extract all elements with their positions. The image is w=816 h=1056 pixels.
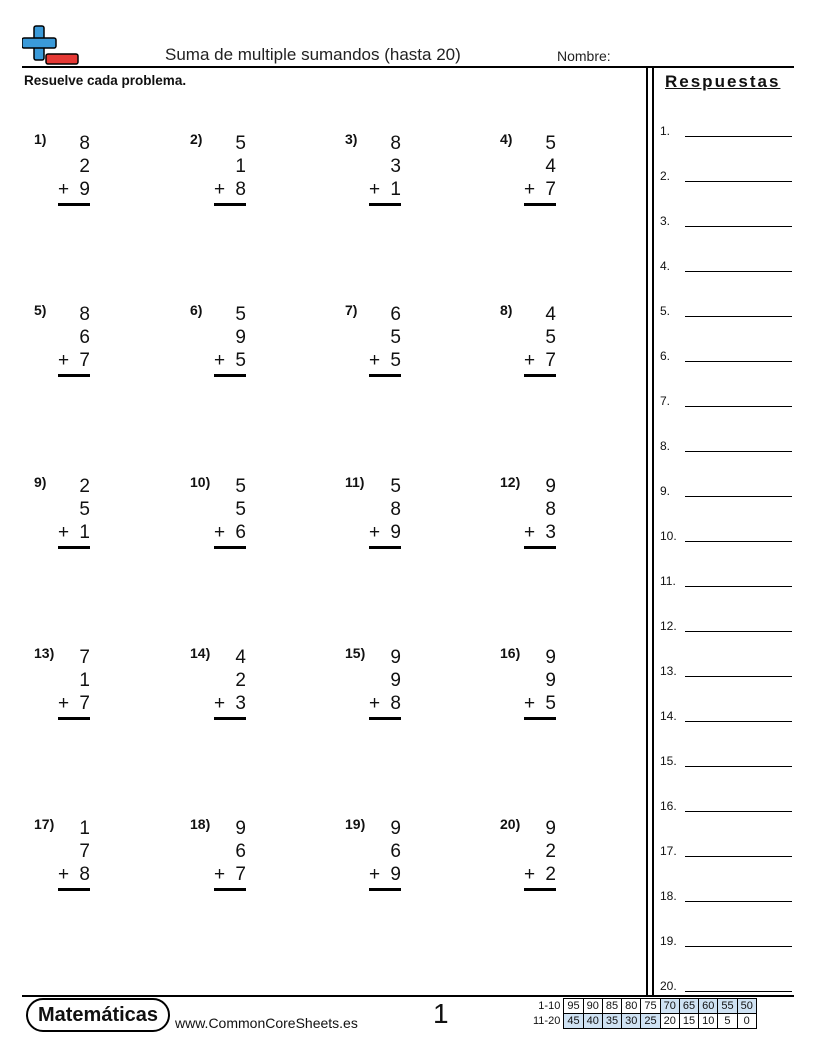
- answer-row[interactable]: [660, 529, 792, 549]
- score-range-label: 1-10: [538, 1000, 561, 1012]
- addend: 5: [545, 133, 556, 154]
- addend: 9: [235, 818, 246, 839]
- divider-line: [646, 68, 648, 995]
- addend: 8: [545, 499, 556, 520]
- problem-number: 14): [190, 645, 211, 661]
- plus-sign: +: [58, 522, 70, 543]
- score-cell: 95: [564, 999, 583, 1014]
- score-cell: 40: [583, 1014, 602, 1029]
- bottom-rule: [22, 995, 794, 997]
- addend: 9: [390, 647, 401, 668]
- answer-row[interactable]: [660, 934, 792, 954]
- answer-number: 18.: [660, 889, 677, 903]
- answer-row[interactable]: [660, 889, 792, 909]
- addend: 8: [79, 133, 90, 154]
- sum-bar: [524, 717, 556, 720]
- problem-number: 20): [500, 816, 521, 832]
- addend-value: 7: [79, 350, 90, 371]
- problem-number: 8): [500, 302, 513, 318]
- problem-16: [500, 645, 556, 735]
- answer-row[interactable]: [660, 259, 792, 279]
- addend: 7: [79, 647, 90, 668]
- answer-row[interactable]: [660, 304, 792, 324]
- answer-line[interactable]: [685, 181, 792, 182]
- addend: 3: [390, 156, 401, 177]
- answer-row[interactable]: [660, 349, 792, 369]
- score-cell: 0: [737, 1014, 756, 1029]
- answer-line[interactable]: [685, 316, 792, 317]
- problem-15: [345, 645, 401, 735]
- answer-line[interactable]: [685, 271, 792, 272]
- answer-row[interactable]: [660, 844, 792, 864]
- logo: [22, 24, 80, 68]
- addend: 6: [235, 841, 246, 862]
- addend: [369, 522, 401, 544]
- problem-6: [190, 302, 246, 392]
- plus-sign: +: [214, 179, 226, 200]
- answer-line[interactable]: [685, 991, 792, 992]
- score-table: [530, 998, 757, 1029]
- answer-row[interactable]: [660, 799, 792, 819]
- problem-number: 11): [345, 474, 365, 490]
- addend: 4: [545, 156, 556, 177]
- score-cell: 90: [583, 999, 602, 1014]
- answer-line[interactable]: [685, 361, 792, 362]
- name-label: Nombre:: [557, 48, 611, 64]
- plus-sign: +: [369, 179, 381, 200]
- addend: 4: [235, 647, 246, 668]
- problem-number: 10): [190, 474, 211, 490]
- answer-row[interactable]: [660, 169, 792, 189]
- problem-number: 19): [345, 816, 366, 832]
- addend-value: 5: [545, 693, 556, 714]
- addend: [214, 864, 246, 886]
- answer-row[interactable]: [660, 754, 792, 774]
- addend: 9: [545, 818, 556, 839]
- answer-line[interactable]: [685, 451, 792, 452]
- problem-8: [500, 302, 556, 392]
- instructions: Resuelve cada problema.: [24, 73, 187, 88]
- answer-number: 6.: [660, 349, 671, 363]
- problem-number: 6): [190, 302, 203, 318]
- score-cell: 70: [660, 999, 679, 1014]
- sum-bar: [58, 203, 90, 206]
- addend: 6: [390, 841, 401, 862]
- plus-sign: +: [214, 350, 226, 371]
- addend-value: 1: [79, 522, 90, 543]
- answer-number: 7.: [660, 394, 671, 408]
- answer-row[interactable]: [660, 709, 792, 729]
- sum-bar: [524, 546, 556, 549]
- plus-sign: +: [524, 179, 536, 200]
- problem-20: [500, 816, 556, 906]
- score-cell: 75: [641, 999, 660, 1014]
- addend: [369, 350, 401, 372]
- score-cell: 60: [699, 999, 718, 1014]
- problem-number: 12): [500, 474, 521, 490]
- problem-10: [190, 474, 246, 564]
- answer-number: 19.: [660, 934, 677, 948]
- problem-number: 18): [190, 816, 211, 832]
- sum-bar: [214, 888, 246, 891]
- problem-5: [34, 302, 90, 392]
- answer-line[interactable]: [685, 766, 792, 767]
- addend: [214, 693, 246, 715]
- addend: 1: [79, 818, 90, 839]
- plus-sign: +: [58, 864, 70, 885]
- answer-number: 13.: [660, 664, 677, 678]
- addend-value: 5: [390, 350, 401, 371]
- answers-title: Respuestas: [665, 72, 781, 91]
- problem-number: 3): [345, 131, 358, 147]
- answer-line[interactable]: [685, 631, 792, 632]
- plus-sign: +: [58, 693, 70, 714]
- addend-value: 2: [545, 864, 556, 885]
- addend-value: 7: [545, 179, 556, 200]
- problem-18: [190, 816, 246, 906]
- plus-sign: +: [58, 179, 70, 200]
- score-row: [530, 999, 756, 1014]
- problem-number: 7): [345, 302, 358, 318]
- sum-bar: [524, 374, 556, 377]
- addend: 5: [235, 304, 246, 325]
- score-cell: 65: [679, 999, 698, 1014]
- problem-number: 4): [500, 131, 513, 147]
- sum-bar: [214, 374, 246, 377]
- addend-value: 7: [235, 864, 246, 885]
- addend: [524, 693, 556, 715]
- problem-number: 16): [500, 645, 521, 661]
- answer-number: 17.: [660, 844, 677, 858]
- plus-sign: +: [524, 693, 536, 714]
- problem-9: [34, 474, 90, 564]
- answer-line[interactable]: [685, 901, 792, 902]
- answer-row[interactable]: [660, 574, 792, 594]
- addend-value: 9: [390, 864, 401, 885]
- answer-row[interactable]: [660, 619, 792, 639]
- answer-number: 10.: [660, 529, 677, 543]
- score-cell: 50: [737, 999, 756, 1014]
- addend: [369, 693, 401, 715]
- addend: 5: [545, 327, 556, 348]
- addend: [524, 350, 556, 372]
- addend: 9: [545, 647, 556, 668]
- addend: 5: [235, 476, 246, 497]
- addend: 9: [390, 670, 401, 691]
- problem-11: [345, 474, 401, 564]
- answer-number: 4.: [660, 259, 671, 273]
- answer-line[interactable]: [685, 496, 792, 497]
- score-cell: 35: [602, 1014, 621, 1029]
- score-cell: 25: [641, 1014, 660, 1029]
- page-number: 1: [433, 998, 449, 1029]
- addend: 6: [390, 304, 401, 325]
- problem-number: 5): [34, 302, 47, 318]
- problem-2: [190, 131, 246, 221]
- addend: 7: [79, 841, 90, 862]
- score-cell: 80: [622, 999, 641, 1014]
- addend: 2: [79, 156, 90, 177]
- addend-value: 1: [390, 179, 401, 200]
- addend: [369, 864, 401, 886]
- answer-number: 2.: [660, 169, 671, 183]
- score-cell: 10: [699, 1014, 718, 1029]
- sum-bar: [58, 888, 90, 891]
- addend: 9: [545, 476, 556, 497]
- addend: 5: [235, 133, 246, 154]
- sum-bar: [214, 203, 246, 206]
- addend: 5: [390, 327, 401, 348]
- answer-line[interactable]: [685, 586, 792, 587]
- plus-sign: +: [214, 693, 226, 714]
- plus-sign: +: [524, 864, 536, 885]
- site-url: www.CommonCoreSheets.es: [175, 1015, 358, 1031]
- answer-number: 3.: [660, 214, 671, 228]
- answer-line[interactable]: [685, 856, 792, 857]
- answer-line[interactable]: [685, 226, 792, 227]
- score-cell: 15: [679, 1014, 698, 1029]
- sum-bar: [369, 717, 401, 720]
- score-cell: 30: [622, 1014, 641, 1029]
- addend: 1: [79, 670, 90, 691]
- answer-number: 11.: [660, 574, 676, 588]
- addend-value: 9: [79, 179, 90, 200]
- answer-line[interactable]: [685, 811, 792, 812]
- addend: 9: [545, 670, 556, 691]
- answer-row[interactable]: [660, 394, 792, 414]
- problem-number: 2): [190, 131, 203, 147]
- addend-value: 3: [235, 693, 246, 714]
- addend: [214, 179, 246, 201]
- answer-number: 14.: [660, 709, 677, 723]
- score-row: [530, 1014, 756, 1029]
- addend: 8: [390, 133, 401, 154]
- addend: 5: [235, 499, 246, 520]
- answer-line[interactable]: [685, 676, 792, 677]
- addend: [369, 179, 401, 201]
- addend-value: 5: [235, 350, 246, 371]
- addend-value: 9: [390, 522, 401, 543]
- answer-row[interactable]: [660, 439, 792, 459]
- problem-number: 1): [34, 131, 47, 147]
- addend: 1: [235, 156, 246, 177]
- answer-number: 15.: [660, 754, 677, 768]
- addend: [58, 350, 90, 372]
- problem-3: [345, 131, 401, 221]
- problem-12: [500, 474, 556, 564]
- addend: [58, 693, 90, 715]
- addend-value: 6: [235, 522, 246, 543]
- addend-value: 8: [235, 179, 246, 200]
- answer-row[interactable]: [660, 124, 792, 144]
- sum-bar: [524, 203, 556, 206]
- addend: 2: [79, 476, 90, 497]
- sum-bar: [369, 546, 401, 549]
- score-cell: 55: [718, 999, 737, 1014]
- answer-row[interactable]: [660, 664, 792, 684]
- plus-sign: +: [369, 522, 381, 543]
- plus-sign: +: [369, 350, 381, 371]
- addend: 9: [235, 327, 246, 348]
- problem-number: 13): [34, 645, 55, 661]
- answer-number: 5.: [660, 304, 671, 318]
- score-cell: 20: [660, 1014, 679, 1029]
- plus-sign: +: [214, 522, 226, 543]
- addend: 2: [545, 841, 556, 862]
- problem-number: 9): [34, 474, 47, 490]
- score-cell: 85: [602, 999, 621, 1014]
- plus-sign: +: [369, 693, 381, 714]
- sum-bar: [214, 546, 246, 549]
- answer-line[interactable]: [685, 406, 792, 407]
- plus-sign: +: [524, 522, 536, 543]
- score-cell: 5: [718, 1014, 737, 1029]
- addend: [524, 522, 556, 544]
- answer-number: 8.: [660, 439, 671, 453]
- plus-sign: +: [214, 864, 226, 885]
- addend: 8: [79, 304, 90, 325]
- addend: 5: [79, 499, 90, 520]
- score-cell: 45: [564, 1014, 583, 1029]
- answer-line[interactable]: [685, 946, 792, 947]
- sum-bar: [58, 717, 90, 720]
- answer-row[interactable]: [660, 214, 792, 234]
- addend-value: 7: [545, 350, 556, 371]
- sum-bar: [369, 888, 401, 891]
- divider-line: [652, 68, 654, 995]
- sum-bar: [369, 203, 401, 206]
- sum-bar: [58, 546, 90, 549]
- answer-number: 12.: [660, 619, 677, 633]
- addend: [58, 864, 90, 886]
- problem-number: 15): [345, 645, 366, 661]
- problem-17: [34, 816, 90, 906]
- answer-row[interactable]: [660, 484, 792, 504]
- problem-7: [345, 302, 401, 392]
- page-title: Suma de multiple sumandos (hasta 20): [165, 45, 461, 64]
- sum-bar: [369, 374, 401, 377]
- addend: [524, 179, 556, 201]
- addend-value: 8: [79, 864, 90, 885]
- problem-1: [34, 131, 90, 221]
- plus-sign: +: [524, 350, 536, 371]
- brand-badge: Matemáticas: [26, 998, 170, 1032]
- addend: 2: [235, 670, 246, 691]
- addend: [214, 350, 246, 372]
- sum-bar: [58, 374, 90, 377]
- addend: 8: [390, 499, 401, 520]
- addend: 6: [79, 327, 90, 348]
- addend-value: 3: [545, 522, 556, 543]
- problem-19: [345, 816, 401, 906]
- answer-line[interactable]: [685, 541, 792, 542]
- answer-number: 1.: [660, 124, 671, 138]
- sum-bar: [214, 717, 246, 720]
- answer-line[interactable]: [685, 721, 792, 722]
- problem-13: [34, 645, 90, 735]
- answer-number: 16.: [660, 799, 677, 813]
- plus-sign: +: [58, 350, 70, 371]
- addend: [524, 864, 556, 886]
- answer-number: 9.: [660, 484, 671, 498]
- answer-number: 20.: [660, 979, 677, 993]
- problem-number: 17): [34, 816, 55, 832]
- addend: [58, 179, 90, 201]
- addend: [214, 522, 246, 544]
- addend-value: 7: [79, 693, 90, 714]
- addend-value: 8: [390, 693, 401, 714]
- top-rule: [22, 66, 794, 68]
- problem-4: [500, 131, 556, 221]
- addend: [58, 522, 90, 544]
- answer-line[interactable]: [685, 136, 792, 137]
- plus-sign: +: [369, 864, 381, 885]
- addend: 5: [390, 476, 401, 497]
- addend: 4: [545, 304, 556, 325]
- addend: 9: [390, 818, 401, 839]
- sum-bar: [524, 888, 556, 891]
- problem-14: [190, 645, 246, 735]
- score-range-label: 11-20: [533, 1015, 561, 1027]
